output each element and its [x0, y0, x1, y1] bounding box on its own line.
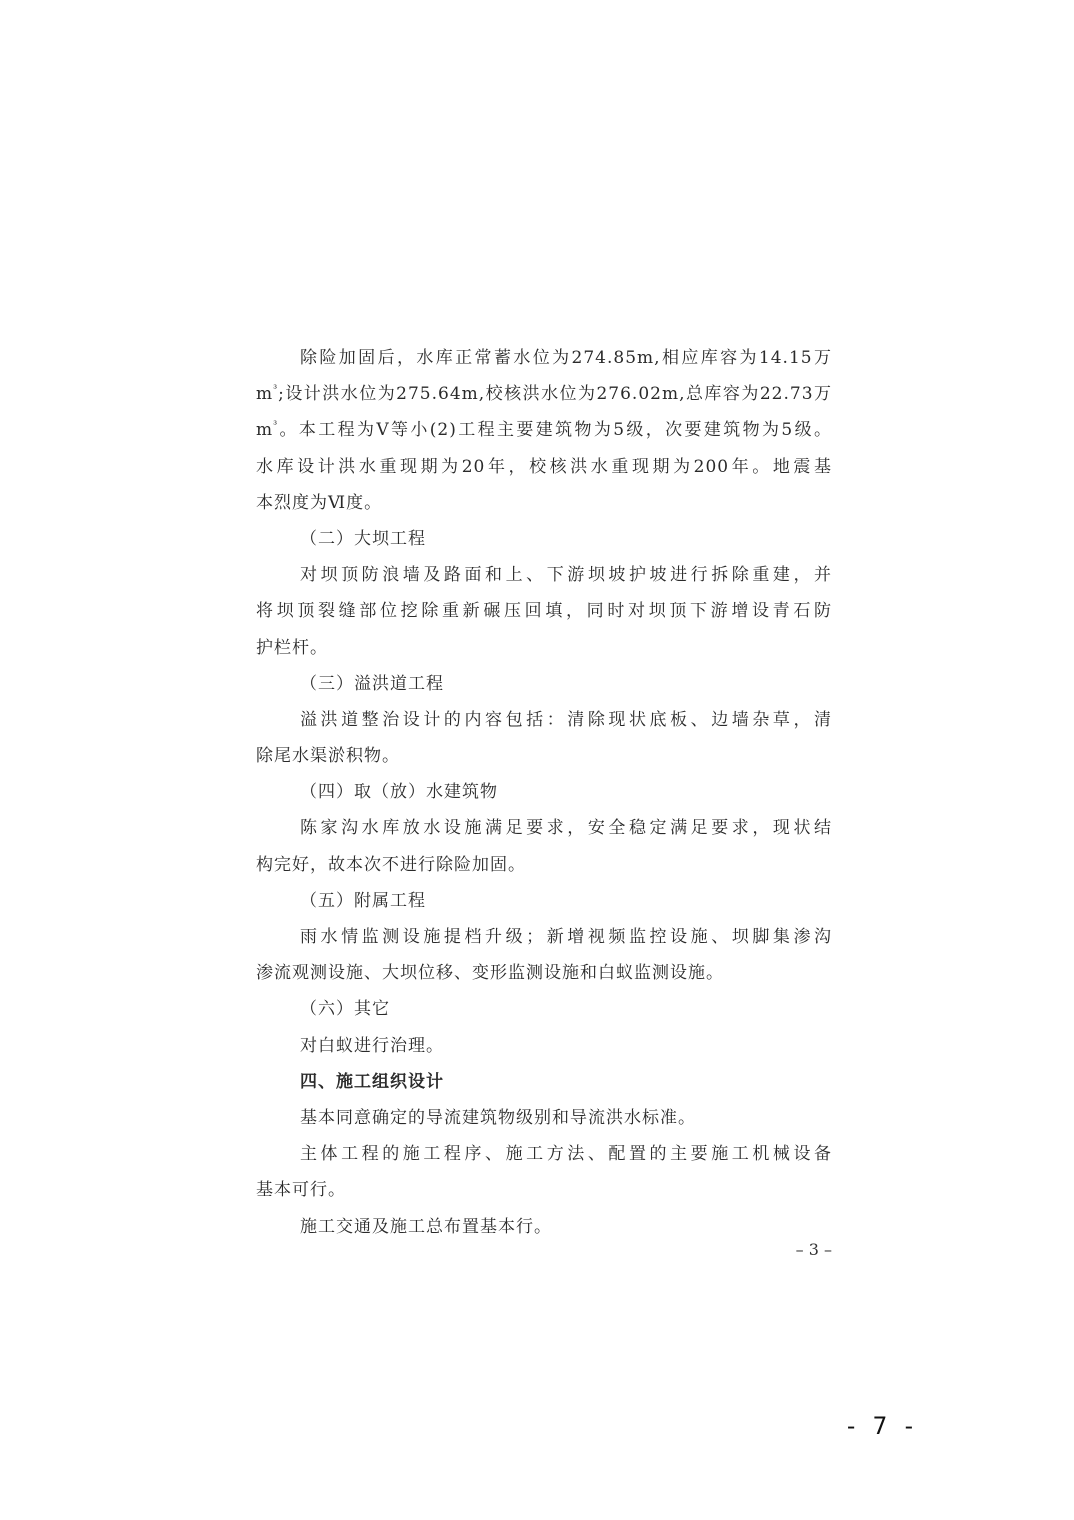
paragraph-line: 主体工程的施工程序、施工方法、配置的主要施工机械设备: [300, 1144, 832, 1165]
paragraph-line: 基本同意确定的导流建筑物级别和导流洪水标准。: [300, 1107, 696, 1128]
outer-page-number: - 7 -: [843, 1412, 917, 1440]
paragraph-line: 构完好，故本次不进行除险加固。: [256, 854, 526, 875]
paragraph-line: 溢洪道整治设计的内容包括：清除现状底板、边墙杂草，清: [300, 709, 832, 730]
paragraph-line: 水库设计洪水重现期为20年，校核洪水重现期为200年。地震基: [256, 456, 832, 477]
paragraph-line: 基本可行。: [256, 1180, 346, 1201]
paragraph-line: 对坝顶防浪墙及路面和上、下游坝坡护坡进行拆除重建，并: [300, 565, 832, 586]
section-heading: （五）附属工程: [300, 890, 426, 911]
paragraph-line: 除险加固后，水库正常蓄水位为274.85m,相应库容为14.15万: [300, 348, 832, 368]
paragraph-line: 渗流观测设施、大坝位移、变形监测设施和白蚁监测设施。: [256, 963, 724, 984]
paragraph-line: 陈家沟水库放水设施满足要求，安全稳定满足要求，现状结: [300, 818, 832, 839]
paragraph-line: 除尾水渠淤积物。: [256, 746, 400, 767]
paragraph-line: 护栏杆。: [256, 637, 328, 658]
paragraph-line: 雨水情监测设施提档升级；新增视频监控设施、坝脚集渗沟: [300, 927, 832, 947]
section-heading: （三）溢洪道工程: [300, 673, 444, 694]
section-heading: （六）其它: [300, 999, 390, 1020]
inner-page-number: – 3 –: [795, 1240, 832, 1259]
chapter-heading: 四、施工组织设计: [300, 1071, 444, 1092]
paragraph-line: $m^{^3}$;设计洪水位为275.64m,校核洪水位为276.02m,总库容为22.73万: [256, 384, 832, 405]
body-text: [256, 340, 832, 1245]
section-heading: （二）大坝工程: [300, 528, 426, 549]
paragraph-line: 施工交通及施工总布置基本行。: [300, 1216, 552, 1237]
paragraph-line: $m^{^3}$。本工程为Ⅴ等小(2)工程主要建筑物为5级，次要建筑物为5级。: [256, 420, 832, 441]
paragraph-line: 对白蚁进行治理。: [300, 1035, 444, 1056]
section-heading: （四）取（放）水建筑物: [300, 782, 498, 803]
paragraph-line: 将坝顶裂缝部位挖除重新碾压回填，同时对坝顶下游增设青石防: [256, 601, 832, 622]
paragraph-line: 本烈度为Ⅵ度。: [256, 492, 383, 513]
